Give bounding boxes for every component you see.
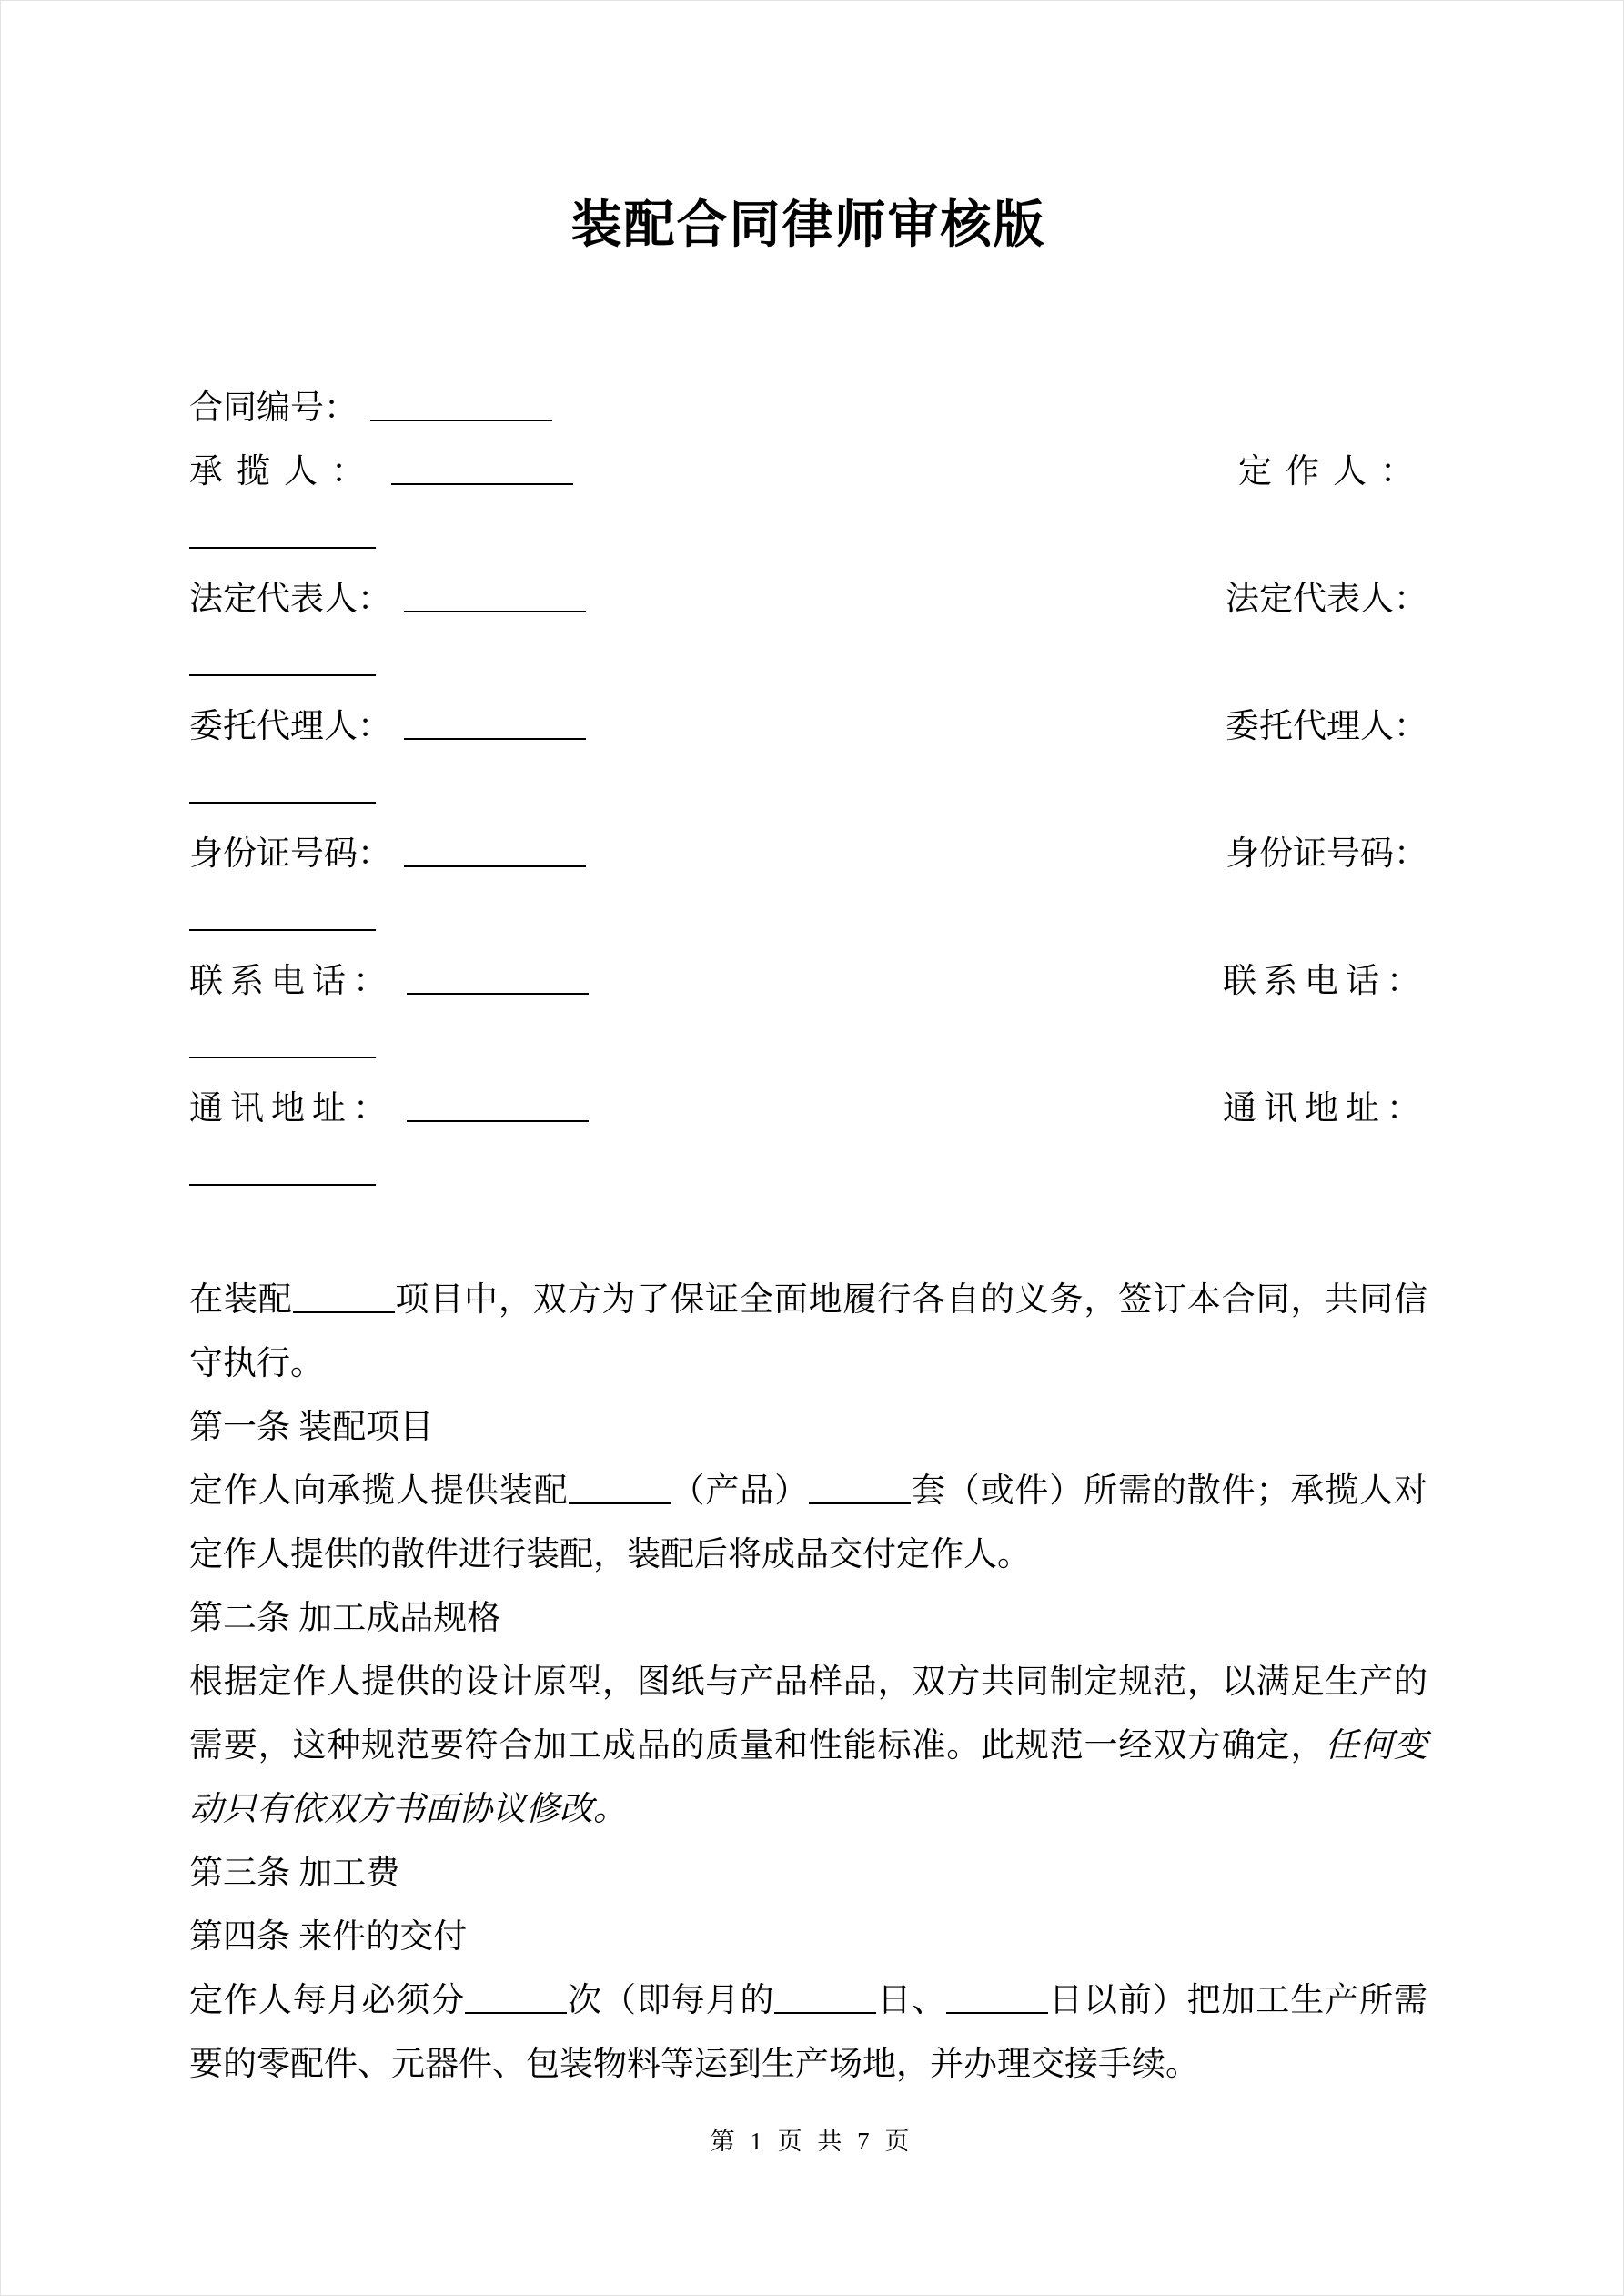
contract-no-blank-line (370, 420, 552, 421)
article4-seg3: 日、 (876, 1982, 947, 2019)
article4-blank-day2 (946, 2012, 1048, 2014)
legal-rep-left-label: 法定代表人： (189, 581, 391, 618)
legal-rep-right-label: 法定代表人： (1226, 581, 1427, 618)
article1-blank-product (569, 1502, 671, 1504)
article1-seg2: （产品） (670, 1472, 809, 1510)
agent-left-label: 委托代理人： (189, 708, 391, 745)
article2-text-italic: 任何变动只有依双方书面协议修改。 (189, 1727, 1428, 1828)
legal-rep-right-blank-line (189, 674, 376, 676)
field-row-legal-rep (189, 568, 1427, 632)
header-fields-section (189, 377, 1427, 1205)
phone-right-blank-line (189, 1057, 376, 1058)
article4-seg2: 次（即每月的 (567, 1982, 775, 2019)
legal-rep-left-field (189, 568, 586, 632)
contract-body (189, 1269, 1427, 2097)
address-left-blank-line (407, 1120, 589, 1122)
phone-left-label: 联系电话： (189, 963, 394, 1000)
article4-blank-times (465, 2012, 567, 2014)
id-number-left-blank-line (404, 865, 586, 867)
agent-right-label: 委托代理人： (1226, 708, 1427, 745)
document-title: 装配合同律师审核版 (570, 197, 1046, 254)
article1-seg3: 套（或件）所需的散件；承揽人对定作人提供的散件进行装配，装配后将成品交付定作人。 (189, 1472, 1428, 1573)
phone-blank-wrap-line (189, 1014, 1427, 1077)
article1-seg1: 定作人向承揽人提供装配 (189, 1472, 569, 1510)
agent-blank-wrap-line (189, 759, 1427, 823)
phone-left-field (189, 950, 589, 1014)
id-number-left-label: 身份证号码： (189, 835, 391, 873)
article4-blank-day1 (774, 2012, 876, 2014)
id-number-left-field (189, 823, 586, 886)
article4-seg4: 日以前）把加工生产所需要的零配件、元器件、包装物料等运到生产场地，并办理交接手续。 (189, 1982, 1428, 2083)
field-row-party (189, 440, 1427, 504)
phone-left-blank-line (407, 993, 589, 995)
intro-blank-line (293, 1311, 395, 1313)
orderer-blank-wrap-line (189, 504, 1427, 568)
orderer-label: 定作人： (1238, 453, 1427, 491)
legal-rep-blank-wrap-line (189, 632, 1427, 695)
page-number-footer: 第 1 页 共 7 页 (710, 2128, 914, 2155)
contractor-field (189, 440, 573, 504)
phone-right-label: 联系电话： (1223, 963, 1427, 1000)
article4-seg1: 定作人每月必须分 (189, 1982, 466, 2019)
address-left-label: 通讯地址： (189, 1090, 394, 1128)
intro-paragraph (189, 1269, 1427, 1396)
contract-no-field (189, 377, 552, 440)
field-row-id-number (189, 823, 1427, 886)
contract-no-label: 合同编号： (189, 389, 358, 427)
orderer-blank-line (189, 547, 376, 549)
article2-paragraph (189, 1651, 1427, 1842)
article1-heading: 第一条 装配项目 (189, 1409, 434, 1446)
contractor-label: 承揽人： (189, 453, 378, 491)
article3-heading: 第三条 加工费 (189, 1855, 400, 1892)
id-number-blank-wrap-line (189, 886, 1427, 950)
agent-right-blank-line (189, 802, 376, 804)
intro-text-post: 项目中，双方为了保证全面地履行各自的义务，签订本合同，共同信守执行。 (189, 1281, 1427, 1382)
address-blank-wrap-line (189, 1141, 1427, 1205)
field-row-address (189, 1077, 1427, 1141)
contractor-blank-line (391, 483, 573, 485)
agent-left-blank-line (404, 738, 586, 740)
address-right-label: 通讯地址： (1223, 1090, 1427, 1128)
page-content (1, 197, 1623, 2097)
article1-blank-quantity (809, 1502, 911, 1504)
agent-left-field (189, 695, 586, 759)
field-row-contract-no (189, 377, 1427, 440)
field-row-agent (189, 695, 1427, 759)
id-number-right-label: 身份证号码： (1226, 835, 1427, 873)
legal-rep-left-blank-line (404, 611, 586, 612)
address-left-field (189, 1077, 589, 1141)
id-number-right-blank-line (189, 929, 376, 931)
article1-paragraph (189, 1460, 1427, 1587)
article2-text-normal: 根据定作人提供的设计原型，图纸与产品样品，双方共同制定规范，以满足生产的需要，这种规范要符合加工成品的质量和性能标准。此规范一经双方确定， (189, 1664, 1427, 1765)
article4-heading: 第四条 来件的交付 (189, 1918, 468, 1956)
intro-text-pre: 在装配 (189, 1281, 293, 1319)
address-right-blank-line (189, 1184, 376, 1186)
field-row-phone (189, 950, 1427, 1014)
article4-paragraph (189, 1969, 1427, 2097)
article2-heading: 第二条 加工成品规格 (189, 1600, 501, 1637)
